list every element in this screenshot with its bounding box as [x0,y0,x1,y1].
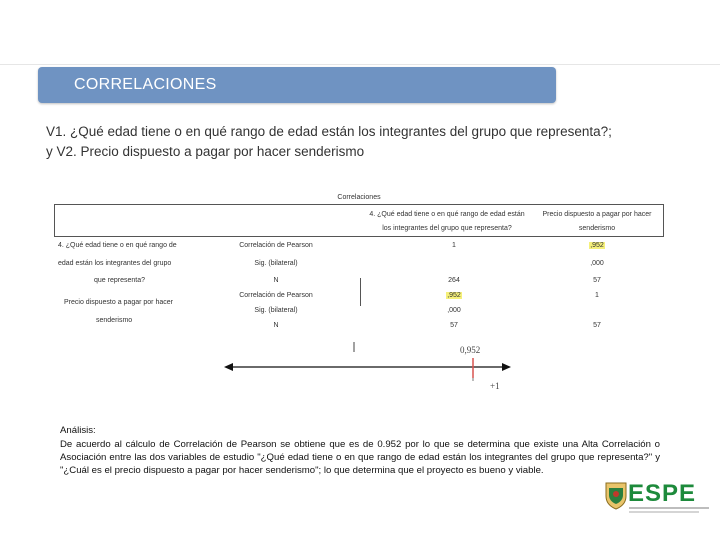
table-border-left [54,204,55,236]
r2-pearson-c1: ,952 [447,292,461,299]
col2-header-line2: senderismo [578,225,616,232]
r2-pearson-c2: 1 [595,292,599,299]
logo-underline [629,507,709,509]
value-label: 0,952 [460,345,481,355]
row1-stat-pearson: Correlación de Pearson [239,242,313,249]
col1-header-line1: 4. ¿Qué edad tiene o en qué rango de edad están [369,211,525,218]
table-inner-divider [360,278,361,306]
number-line-graphic [220,340,520,398]
r1-pearson-c1: 1 [452,242,456,249]
row2-label-line2: senderismo [96,317,133,324]
table-header-divider [54,236,664,237]
row2-stat-n: N [273,322,279,329]
research-question [46,122,686,162]
row1-label-line1: 4. ¿Qué edad tiene o en qué rango de [58,242,177,249]
row1-stat-sig: Sig. (bilateral) [254,260,298,267]
row1-stat-n: N [273,277,279,284]
r1-pearson-c2: ,952 [590,242,604,249]
r2-sig-c1: ,000 [447,307,461,314]
top-divider [0,64,720,65]
r1-n-c2: 57 [593,277,601,284]
analysis-section [60,424,660,477]
question-line-1: V1. ¿Qué edad tiene o en qué rango de edad están los integrantes del grupo que representa?; [46,124,612,139]
col1-header-line2: los integrantes del grupo que representa? [382,225,512,232]
analysis-body: De acuerdo al cálculo de Correlación de Pearson se obtiene que es de 0.952 por lo que se determina que existe una Alta Correlación o Asociación entre las dos variables de estudio "¿Qué edad tiene o en que rango de edad están los integrantes del grupo que representa?" y "¿Cuál es el precio dispuesto a pagar por hacer senderismo"; lo que determina que el proyecto es bueno y viable. [60,439,660,476]
row2-stat-pearson: Correlación de Pearson [239,292,313,299]
logo-underline-2 [629,511,699,513]
analysis-title: Análisis: [60,425,96,436]
left-arrowhead [224,363,233,371]
r2-n-c1: 57 [450,322,458,329]
correlation-table [54,188,664,336]
espe-logo-text: ESPE [628,480,697,507]
table-caption: Correlaciones [337,194,381,201]
end-label: +1 [490,381,500,391]
correlation-number-line [220,340,520,398]
r2-n-c2: 57 [593,322,601,329]
row2-stat-sig: Sig. (bilateral) [254,307,298,314]
r1-n-c1: 264 [448,277,460,284]
question-line-2: y V2. Precio dispuesto a pagar por hacer senderismo [46,144,365,159]
banner-title: CORRELACIONES [74,76,217,93]
r1-sig-c2: ,000 [590,260,604,267]
row2-label-line1: Precio dispuesto a pagar por hacer [64,299,173,306]
row1-label-line2: edad están los integrantes del grupo [58,260,172,267]
row1-label-line3: que representa? [94,277,145,284]
col2-header-line1: Precio dispuesto a pagar por hacer [542,211,652,218]
section-banner [38,67,556,103]
table-border-top [54,204,664,205]
right-arrowhead [502,363,511,371]
espe-logo [604,480,714,514]
espe-shield-icon [604,480,628,510]
